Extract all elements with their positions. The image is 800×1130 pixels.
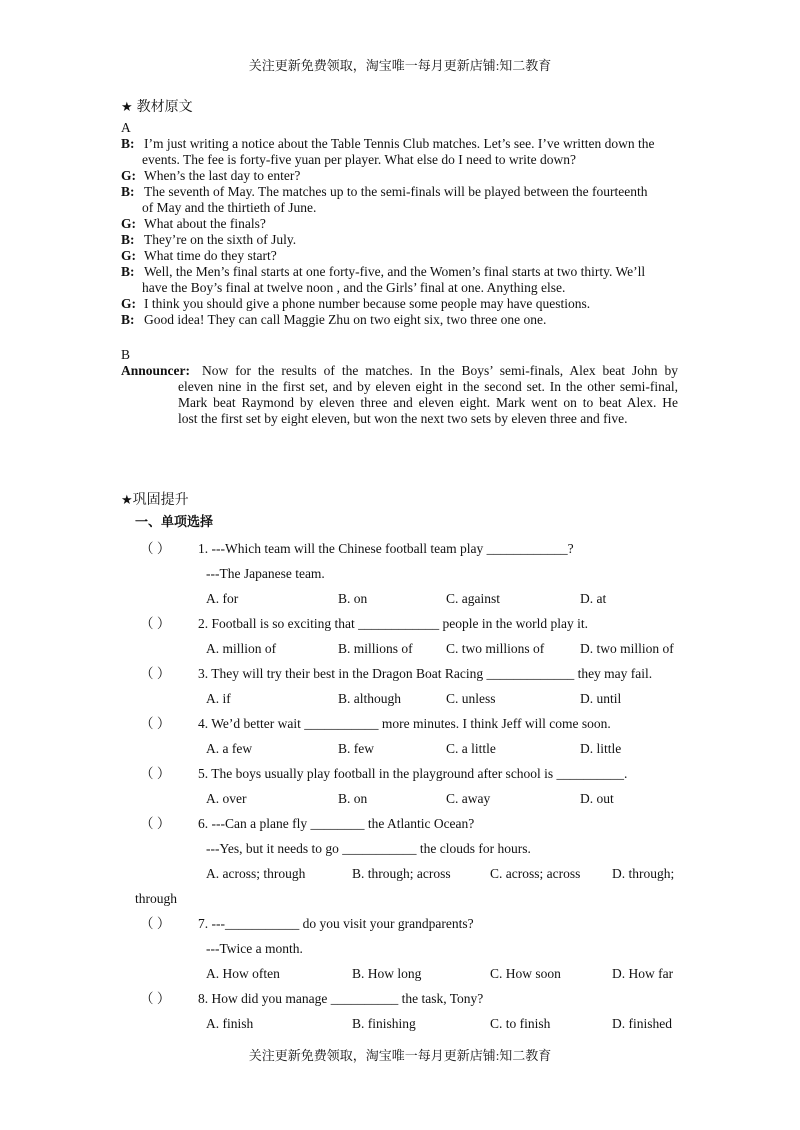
- question-stem: 8. How did you manage __________ the task, Tony?: [198, 991, 484, 1006]
- option-d[interactable]: D. finished: [612, 1016, 672, 1031]
- answer-blank[interactable]: （ ）: [140, 716, 171, 731]
- question-stem: 6. ---Can a plane fly ________ the Atlantic Ocean?: [198, 816, 475, 831]
- announcer-line: Mark beat Raymond by eleven three and eleven eight. Mark went on to beat Alex. He: [178, 395, 678, 410]
- option-c[interactable]: C. How soon: [490, 966, 561, 981]
- announcer-line: eleven nine in the first set, and by eleven eight in the second set. In the other semi-final,: [178, 379, 678, 394]
- question-reply: ---The Japanese team.: [206, 566, 325, 581]
- announcer-label: Announcer:: [121, 363, 191, 378]
- dialogue-line: events. The fee is forty-five yuan per player. What else do I need to write down?: [142, 152, 576, 167]
- option-a[interactable]: A. a few: [206, 741, 253, 756]
- dialogue-line: Good idea! They can call Maggie Zhu on two eight six, two three one one.: [144, 312, 547, 327]
- part-a-label: A: [121, 120, 131, 135]
- announcer-line: Now for the results of the matches. In the Boys’ semi-finals, Alex beat John by: [202, 363, 678, 378]
- option-a[interactable]: A. for: [206, 591, 239, 606]
- option-b[interactable]: B. How long: [352, 966, 422, 981]
- section-title-text: 教材原文: [136, 100, 193, 115]
- dialogue-line: What time do they start?: [144, 248, 277, 263]
- speaker-label: G:: [121, 168, 136, 183]
- answer-blank[interactable]: （ ）: [140, 766, 171, 781]
- speaker-label: B:: [121, 312, 135, 327]
- question-stem: 5. The boys usually play football in the playground after school is __________.: [198, 766, 628, 781]
- answer-blank[interactable]: （ ）: [140, 616, 171, 631]
- question-stem: 4. We’d better wait ___________ more minutes. I think Jeff will come soon.: [198, 716, 611, 731]
- star-icon: ★: [121, 493, 133, 508]
- question-stem: 3. They will try their best in the Dragon Boat Racing _____________ they may fail.: [198, 666, 653, 681]
- option-a[interactable]: A. How often: [206, 966, 280, 981]
- option-c[interactable]: C. across; across: [490, 866, 581, 881]
- dialogue-line: They’re on the sixth of July.: [144, 232, 297, 247]
- question-stem: 1. ---Which team will the Chinese football team play ____________?: [198, 541, 574, 556]
- option-a[interactable]: A. million of: [206, 641, 277, 656]
- announcer-line: lost the first set by eight eleven, but won the next two sets by eleven three and five.: [178, 411, 628, 426]
- speaker-label: G:: [121, 248, 136, 263]
- option-a[interactable]: A. if: [206, 691, 231, 706]
- option-d[interactable]: D. until: [580, 691, 622, 706]
- dialogue-line: When’s the last day to enter?: [144, 168, 301, 183]
- option-d[interactable]: D. through;: [612, 866, 675, 881]
- option-b[interactable]: B. on: [338, 591, 368, 606]
- section-title-text: 巩固提升: [132, 493, 189, 508]
- section-title-textbook: [121, 100, 193, 116]
- star-icon: ★: [121, 100, 133, 115]
- speaker-label: B:: [121, 232, 135, 247]
- dialogue-line: The seventh of May. The matches up to the semi-finals will be played between the fourteenth: [144, 184, 648, 199]
- option-c[interactable]: C. against: [446, 591, 500, 606]
- question-reply: ---Yes, but it needs to go ___________ the clouds for hours.: [206, 841, 531, 856]
- option-d[interactable]: D. two million of: [580, 641, 674, 656]
- answer-blank[interactable]: （ ）: [140, 541, 171, 556]
- option-b[interactable]: B. through; across: [352, 866, 451, 881]
- option-b[interactable]: B. few: [338, 741, 374, 756]
- dialogue-line: have the Boy’s final at twelve noon , and the Girls’ final at one. Anything else.: [142, 280, 566, 295]
- dialogue-line: I’m just writing a notice about the Table Tennis Club matches. Let’s see. I’ve written down the: [144, 136, 655, 151]
- option-b[interactable]: B. millions of: [338, 641, 413, 656]
- answer-blank[interactable]: （ ）: [140, 816, 171, 831]
- option-c[interactable]: C. a little: [446, 741, 496, 756]
- speaker-label: B:: [121, 264, 135, 279]
- option-d[interactable]: D. out: [580, 791, 614, 806]
- part-b-label: B: [121, 347, 131, 362]
- speaker-label: B:: [121, 184, 135, 199]
- option-c[interactable]: C. to finish: [490, 1016, 551, 1031]
- option-a[interactable]: A. over: [206, 791, 247, 806]
- dialogue-line: of May and the thirtieth of June.: [142, 200, 317, 215]
- question-stem: 2. Football is so exciting that ____________ people in the world play it.: [198, 616, 588, 631]
- speaker-label: G:: [121, 296, 136, 311]
- option-wrap-text: through: [135, 891, 177, 906]
- option-d[interactable]: D. at: [580, 591, 607, 606]
- option-c[interactable]: C. two millions of: [446, 641, 545, 656]
- answer-blank[interactable]: （ ）: [140, 666, 171, 681]
- option-a[interactable]: A. across; through: [206, 866, 306, 881]
- option-b[interactable]: B. on: [338, 791, 368, 806]
- dialogue-line: Well, the Men’s final starts at one forty-five, and the Women’s final starts at two thirty. We’ll: [144, 264, 646, 279]
- option-c[interactable]: C. unless: [446, 691, 496, 706]
- answer-blank[interactable]: （ ）: [140, 916, 171, 931]
- subsection-title: 一、单项选择: [135, 515, 214, 530]
- option-c[interactable]: C. away: [446, 791, 491, 806]
- option-b[interactable]: B. although: [338, 691, 401, 706]
- answer-blank[interactable]: （ ）: [140, 991, 171, 1006]
- dialogue-line: I think you should give a phone number because some people may have questions.: [144, 296, 591, 311]
- option-a[interactable]: A. finish: [206, 1016, 254, 1031]
- question-reply: ---Twice a month.: [206, 941, 303, 956]
- page-footer: 关注更新免费领取，淘宝唯一每月更新店铺:知二教育: [248, 1048, 552, 1063]
- speaker-label: G:: [121, 216, 136, 231]
- dialogue-line: What about the finals?: [144, 216, 266, 231]
- question-stem: 7. ---___________ do you visit your grandparents?: [198, 916, 474, 931]
- speaker-label: B:: [121, 136, 135, 151]
- option-d[interactable]: D. little: [580, 741, 622, 756]
- option-b[interactable]: B. finishing: [352, 1016, 416, 1031]
- option-d[interactable]: D. How far: [612, 966, 674, 981]
- section-title-practice: [121, 493, 189, 509]
- page-header: 关注更新免费领取，淘宝唯一每月更新店铺:知二教育: [248, 58, 552, 73]
